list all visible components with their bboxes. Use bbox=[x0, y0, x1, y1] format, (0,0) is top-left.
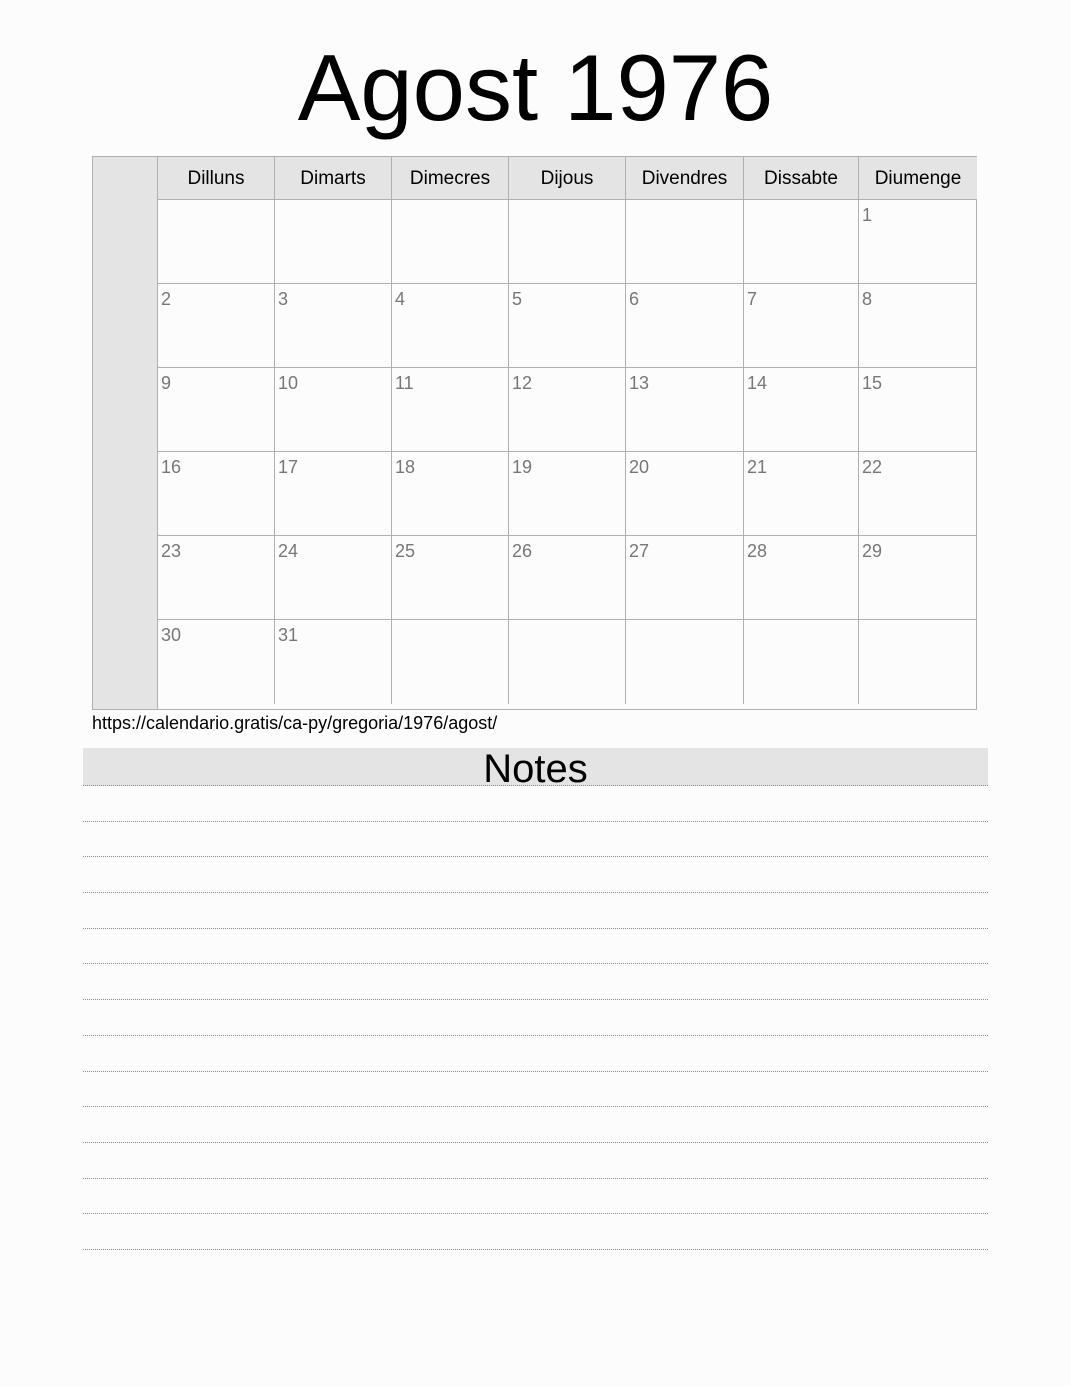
day-cell[interactable] bbox=[859, 536, 977, 620]
calendar-title: Agost 1976 bbox=[297, 35, 774, 140]
day-number: 21 bbox=[747, 457, 768, 477]
day-cell[interactable] bbox=[509, 452, 626, 536]
note-line[interactable] bbox=[83, 857, 988, 893]
day-cell[interactable] bbox=[275, 284, 392, 368]
day-cell[interactable] bbox=[859, 200, 977, 284]
day-cell[interactable] bbox=[626, 368, 744, 452]
weekday-header: Dilluns bbox=[158, 157, 275, 200]
note-line[interactable] bbox=[83, 1179, 988, 1215]
day-number: 22 bbox=[862, 457, 883, 477]
notes-lines bbox=[83, 786, 988, 1250]
day-number: 20 bbox=[629, 457, 650, 477]
day-cell[interactable] bbox=[275, 368, 392, 452]
day-cell[interactable] bbox=[509, 200, 626, 284]
day-number: 11 bbox=[395, 373, 414, 393]
note-line[interactable] bbox=[83, 1143, 988, 1179]
day-cell[interactable] bbox=[392, 368, 509, 452]
day-cell[interactable] bbox=[744, 452, 859, 536]
day-cell[interactable] bbox=[744, 620, 859, 704]
week-row bbox=[158, 200, 977, 284]
day-number: 12 bbox=[512, 373, 533, 393]
note-line[interactable] bbox=[83, 1214, 988, 1250]
day-number: 5 bbox=[512, 289, 523, 309]
day-cell[interactable] bbox=[392, 284, 509, 368]
day-number: 9 bbox=[161, 373, 172, 393]
weekday-header: Dimecres bbox=[392, 157, 509, 200]
notes-heading: Notes bbox=[83, 748, 988, 786]
day-cell[interactable] bbox=[626, 200, 744, 284]
day-number: 30 bbox=[161, 625, 182, 645]
week-row bbox=[158, 536, 977, 620]
day-number: 18 bbox=[395, 457, 416, 477]
day-grid bbox=[158, 200, 977, 704]
note-line[interactable] bbox=[83, 1036, 988, 1072]
week-row bbox=[158, 368, 977, 452]
day-cell[interactable] bbox=[158, 452, 275, 536]
note-line[interactable] bbox=[83, 822, 988, 858]
day-number: 2 bbox=[161, 289, 172, 309]
day-cell[interactable] bbox=[275, 620, 392, 704]
day-cell[interactable] bbox=[158, 284, 275, 368]
day-cell[interactable] bbox=[626, 284, 744, 368]
day-cell[interactable] bbox=[744, 368, 859, 452]
day-number: 8 bbox=[862, 289, 873, 309]
day-number: 29 bbox=[862, 541, 883, 561]
day-cell[interactable] bbox=[859, 620, 977, 704]
note-line[interactable] bbox=[83, 929, 988, 965]
day-number: 31 bbox=[278, 625, 299, 645]
day-number: 17 bbox=[278, 457, 299, 477]
day-number: 6 bbox=[629, 289, 640, 309]
note-line[interactable] bbox=[83, 964, 988, 1000]
note-line[interactable] bbox=[83, 893, 988, 929]
note-line[interactable] bbox=[83, 786, 988, 822]
day-number: 27 bbox=[629, 541, 650, 561]
day-number: 16 bbox=[161, 457, 182, 477]
day-number: 25 bbox=[395, 541, 416, 561]
day-number: 7 bbox=[747, 289, 758, 309]
day-number: 23 bbox=[161, 541, 182, 561]
day-cell[interactable] bbox=[392, 536, 509, 620]
day-number: 4 bbox=[395, 289, 406, 309]
week-number-column bbox=[93, 157, 158, 709]
day-cell[interactable] bbox=[509, 368, 626, 452]
day-number: 13 bbox=[629, 373, 650, 393]
day-number: 10 bbox=[278, 373, 299, 393]
day-cell[interactable] bbox=[744, 200, 859, 284]
weekday-header: Dimarts bbox=[275, 157, 392, 200]
day-cell[interactable] bbox=[626, 536, 744, 620]
day-number: 3 bbox=[278, 289, 289, 309]
day-cell[interactable] bbox=[158, 536, 275, 620]
calendar-grid bbox=[92, 156, 977, 710]
day-cell[interactable] bbox=[859, 368, 977, 452]
day-cell[interactable] bbox=[509, 536, 626, 620]
week-row bbox=[158, 620, 977, 704]
weekday-header-row bbox=[158, 157, 977, 200]
weekday-header: Dissabte bbox=[744, 157, 859, 200]
day-cell[interactable] bbox=[275, 200, 392, 284]
day-number: 1 bbox=[862, 205, 873, 225]
source-url: https://calendario.gratis/ca-py/gregoria/1976/agost/ bbox=[92, 713, 498, 733]
day-cell[interactable] bbox=[158, 368, 275, 452]
day-cell[interactable] bbox=[626, 452, 744, 536]
day-number: 28 bbox=[747, 541, 768, 561]
week-row bbox=[158, 284, 977, 368]
day-cell[interactable] bbox=[392, 452, 509, 536]
day-cell[interactable] bbox=[392, 620, 509, 704]
day-number: 26 bbox=[512, 541, 533, 561]
note-line[interactable] bbox=[83, 1072, 988, 1108]
day-cell[interactable] bbox=[509, 620, 626, 704]
day-cell[interactable] bbox=[626, 620, 744, 704]
day-cell[interactable] bbox=[509, 284, 626, 368]
day-cell[interactable] bbox=[744, 284, 859, 368]
note-line[interactable] bbox=[83, 1000, 988, 1036]
day-cell[interactable] bbox=[158, 200, 275, 284]
day-cell[interactable] bbox=[859, 284, 977, 368]
note-line[interactable] bbox=[83, 1107, 988, 1143]
day-cell[interactable] bbox=[392, 200, 509, 284]
day-number: 15 bbox=[862, 373, 883, 393]
day-number: 14 bbox=[747, 373, 768, 393]
day-cell[interactable] bbox=[158, 620, 275, 704]
weekday-header: Divendres bbox=[626, 157, 744, 200]
week-row bbox=[158, 452, 977, 536]
weekday-header: Dijous bbox=[509, 157, 626, 200]
day-cell[interactable] bbox=[744, 536, 859, 620]
day-cell[interactable] bbox=[275, 536, 392, 620]
day-cell[interactable] bbox=[859, 452, 977, 536]
day-number: 24 bbox=[278, 541, 299, 561]
day-number: 19 bbox=[512, 457, 533, 477]
day-cell[interactable] bbox=[275, 452, 392, 536]
weekday-header: Diumenge bbox=[874, 167, 962, 189]
